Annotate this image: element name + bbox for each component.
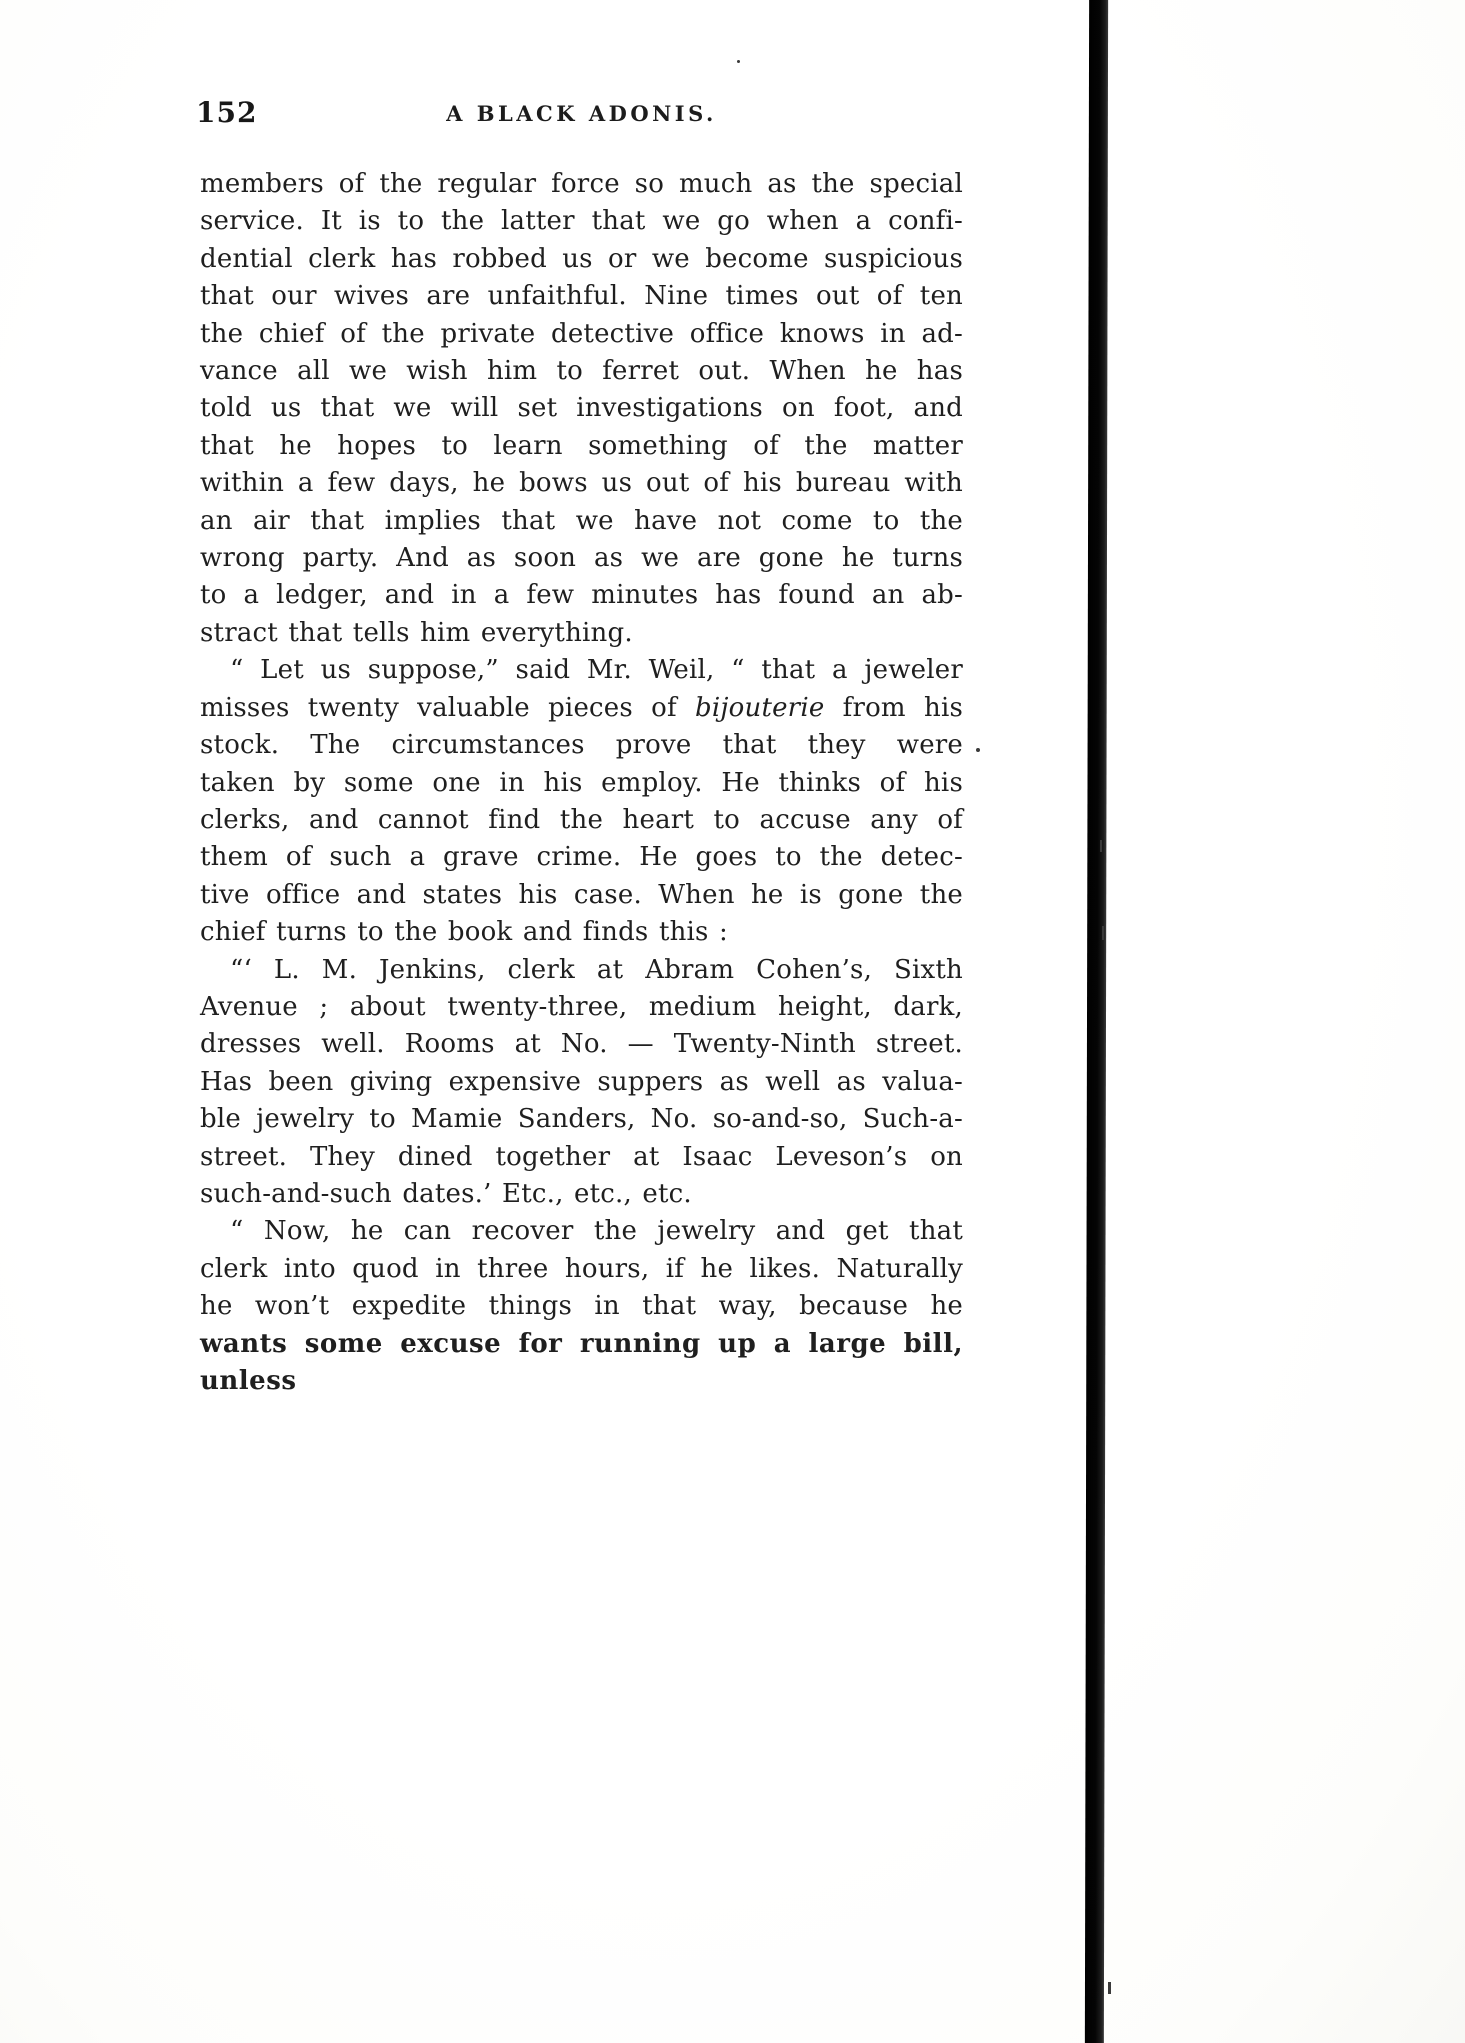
text-line: told us that we will set investigations on foot, and (200, 393, 963, 424)
text-line: ble jewelry to Mamie Sanders, No. so-and-so, Such-a- (200, 1104, 963, 1135)
text-line: service. It is to the latter that we go when a confi- (200, 206, 963, 237)
text-line: clerks, and cannot find the heart to accuse any of (200, 804, 963, 835)
text-line: wants some excuse for running up a large bill, unless (200, 1328, 963, 1396)
scan-speck (1102, 926, 1104, 940)
text-line (200, 690, 963, 727)
text-line: street. They dined together at Isaac Leveson’s on (200, 1141, 963, 1172)
text-line: dential clerk has robbed us or we become suspicious (200, 243, 963, 274)
paragraph (200, 952, 963, 1214)
scan-speck (1108, 1982, 1111, 1994)
text-line: within a few days, he bows us out of his bureau with (200, 468, 963, 499)
text-column (196, 96, 964, 1400)
text-line: he won’t expedite things in that way, because he (200, 1291, 963, 1322)
scan-speck (737, 60, 740, 63)
text-line: stract that tells him everything. (200, 617, 633, 648)
text-line: such-and-such dates.’ Etc., etc., etc. (200, 1178, 692, 1209)
text-line: that he hopes to learn something of the matter (200, 430, 963, 461)
scan-speck (976, 748, 980, 752)
page-header (196, 96, 963, 138)
text-line: stock. The circumstances prove that they were (200, 730, 963, 761)
text-line: Has been giving expensive suppers as well as valua- (200, 1066, 963, 1097)
text-line: dresses well. Rooms at No. — Twenty-Ninth street. (200, 1029, 963, 1060)
running-title: A BLACK ADONIS. (446, 101, 717, 126)
text-line: members of the regular force so much as the special (200, 169, 963, 199)
text-line: them of such a grave crime. He goes to the detec- (200, 842, 963, 873)
scan-speck (1100, 840, 1102, 852)
paragraph (200, 1213, 963, 1400)
text-line: chief turns to the book and finds this : (200, 917, 729, 948)
text-line: Avenue ; about twenty-three, medium height, dark, (200, 991, 963, 1022)
text-line: taken by some one in his employ. He thinks of his (200, 767, 963, 798)
page-number: 152 (196, 96, 258, 129)
text-line: tive office and states his case. When he is gone the (200, 879, 963, 910)
paragraph (200, 652, 963, 951)
text-line: wrong party. And as soon as we are gone he turns (200, 543, 963, 574)
text-line: an air that implies that we have not come to the (200, 505, 963, 536)
text-line: “‘ L. M. Jenkins, clerk at Abram Cohen’s, Sixth (230, 954, 963, 985)
text-line: clerk into quod in three hours, if he likes. Naturally (200, 1253, 963, 1284)
text-line: that our wives are unfaithful. Nine times out of ten (200, 281, 963, 312)
text-line: “ Let us suppose,” said Mr. Weil, “ that a jeweler (230, 655, 963, 686)
text-line: “ Now, he can recover the jewelry and get that (230, 1216, 963, 1247)
text-line: the chief of the private detective office knows in ad- (200, 318, 963, 349)
italic-word: bijouterie (695, 692, 825, 723)
text-line: to a ledger, and in a few minutes has found an ab- (200, 580, 963, 611)
text-line: vance all we wish him to ferret out. When he has (200, 356, 963, 387)
paragraph (200, 166, 963, 652)
text-segment: from his (824, 692, 964, 723)
body-text (200, 166, 963, 1400)
text-segment: misses twenty valuable pieces of (200, 692, 696, 723)
